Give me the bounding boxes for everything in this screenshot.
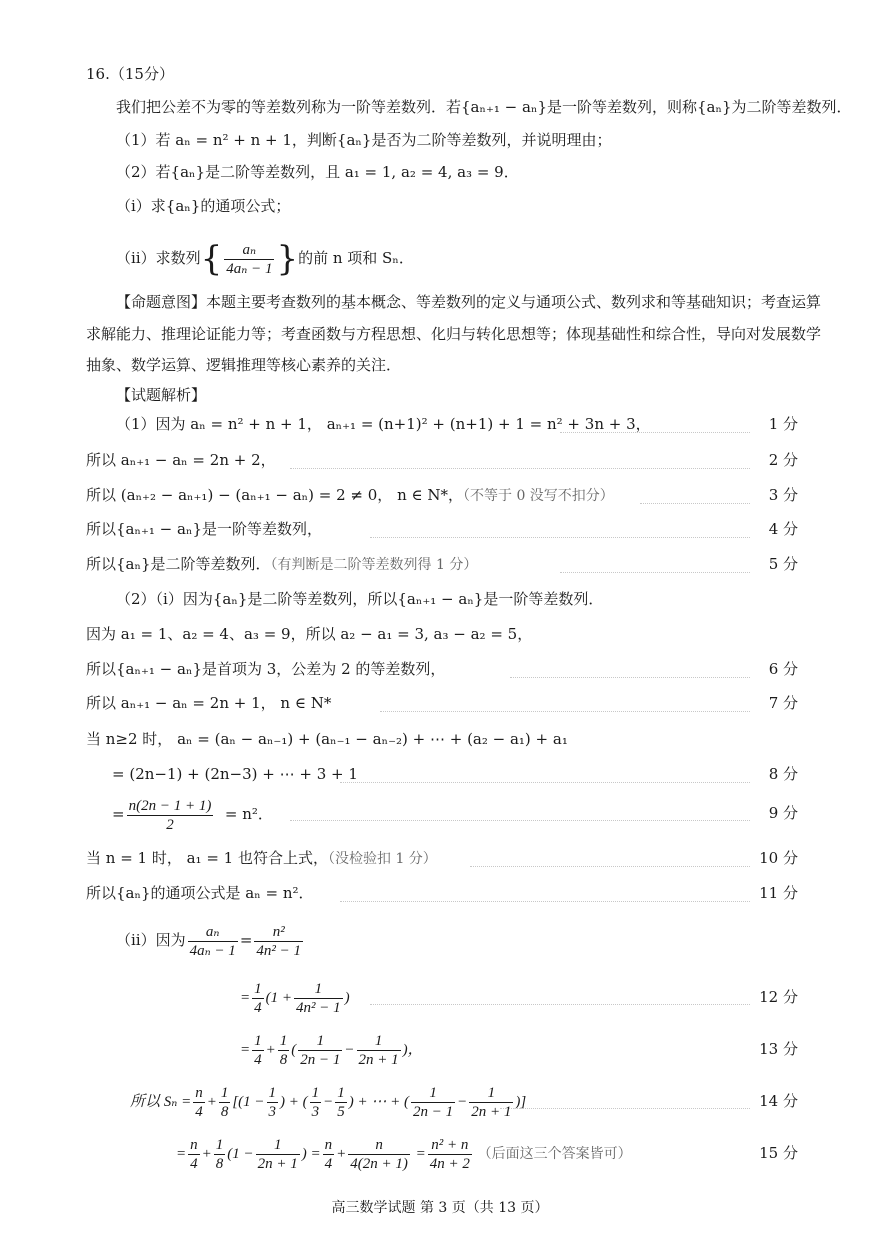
analysis-heading: 【试题解析】	[116, 386, 207, 404]
numerator: 1	[314, 981, 323, 998]
plus-sign: +	[206, 1094, 217, 1110]
leader-dots	[640, 503, 750, 504]
minus-sign: −	[344, 1042, 355, 1058]
question-2-ii	[116, 238, 414, 279]
denominator: 2n − 1	[413, 1104, 454, 1121]
fraction	[469, 1084, 513, 1121]
fraction	[294, 980, 343, 1017]
denominator: 4n + 2	[429, 1156, 470, 1173]
paren-join: ) + (	[280, 1094, 308, 1110]
step-12	[112, 794, 273, 834]
denominator: 3	[268, 1104, 277, 1121]
denominator: 3	[311, 1104, 320, 1121]
step-13	[86, 848, 437, 869]
leader-dots	[370, 1004, 750, 1005]
score-9: 9 分	[768, 804, 798, 822]
step-2: 所以 aₙ₊₁ − aₙ = 2n + 2，	[86, 451, 276, 469]
fraction	[310, 1084, 322, 1121]
question-2: （2）若{aₙ}是二阶等差数列，且 a₁ = 1, a₂ = 4, a₃ = 9．	[116, 163, 519, 181]
numerator: n²	[272, 923, 285, 940]
step-3-text: 所以 (aₙ₊₂ − aₙ₊₁) − (aₙ₊₁ − aₙ) = 2 ≠ 0， n ∈ N*，	[86, 486, 463, 504]
denominator: 4n² − 1	[296, 1000, 341, 1017]
fraction	[335, 1084, 347, 1121]
numerator: 1	[429, 1085, 437, 1102]
leader-dots	[470, 866, 750, 867]
score-6: 6 分	[768, 660, 798, 678]
plus-sign: +	[201, 1146, 212, 1162]
score-4: 4 分	[768, 520, 798, 538]
denominator: 5	[337, 1104, 345, 1121]
step-15	[116, 920, 305, 960]
score-2: 2 分	[768, 451, 798, 469]
denominator: 8	[215, 1156, 224, 1173]
page-footer: 高三数学试题 第 3 页（共 13 页）	[331, 1200, 549, 1216]
denominator: 8	[279, 1052, 288, 1069]
equals-sign: =	[239, 931, 253, 949]
numerator: aₙ	[205, 923, 220, 940]
paren-open: (1 +	[265, 990, 292, 1006]
score-14: 14 分	[759, 1092, 798, 1110]
q2ii-fraction	[224, 241, 274, 278]
numerator: n	[195, 1085, 203, 1102]
left-brace: {	[200, 239, 223, 279]
step-1: （1）因为 aₙ = n² + n + 1， aₙ₊₁ = (n+1)² + (n+1) + 1 = n² + 3n + 3，	[116, 415, 651, 433]
denominator: 4	[324, 1156, 333, 1173]
step-4: 所以{aₙ₊₁ − aₙ}是一阶等差数列，	[86, 520, 322, 538]
paren-open: (	[291, 1042, 297, 1058]
numerator: n	[190, 1137, 198, 1154]
numerator: 1	[316, 1033, 325, 1050]
equals-sign: =	[240, 990, 251, 1006]
fraction	[278, 1032, 290, 1069]
denominator: 4(2n + 1)	[350, 1156, 408, 1173]
numerator: 1	[487, 1085, 496, 1102]
q2ii-numerator: aₙ	[242, 241, 257, 258]
score-11: 11 分	[759, 884, 798, 902]
equals-sign: =	[415, 1146, 426, 1162]
leader-dots	[340, 782, 750, 783]
step-9: 所以 aₙ₊₁ − aₙ = 2n + 1， n ∈ N*	[86, 694, 332, 712]
denominator: 4	[254, 1000, 262, 1017]
plus-sign: +	[336, 1146, 347, 1162]
question-1: （1）若 aₙ = n² + n + 1，判断{aₙ}是否为二阶等差数列，并说明理由；	[116, 131, 612, 149]
step-11: = (2n−1) + (2n−3) + ⋯ + 3 + 1	[112, 765, 358, 783]
intent-line-1: 【命题意图】本题主要考查数列的基本概念、等差数列的定义与通项公式、数列求和等基础知识；考查运算	[116, 293, 822, 311]
step-3	[86, 485, 614, 506]
bracket-close: )]	[515, 1094, 527, 1110]
minus-sign: −	[323, 1094, 334, 1110]
step-6: （2）（ⅰ）因为{aₙ}是二阶等差数列，所以{aₙ₊₁ − aₙ}是一阶等差数列．	[116, 590, 604, 608]
step-10: 当 n≥2 时， aₙ = (aₙ − aₙ₋₁) + (aₙ₋₁ − aₙ₋₂) + ⋯ + (a₂ − a₁) + a₁	[86, 730, 568, 748]
fraction	[256, 1136, 300, 1173]
leader-dots	[380, 711, 750, 712]
q2ii-suffix: 的前 n 项和 Sₙ．	[298, 249, 414, 267]
denominator: 4	[195, 1104, 203, 1121]
denominator: 4n² − 1	[256, 942, 302, 959]
step-18	[130, 1082, 526, 1122]
ellipsis-join: ) + ⋯ + (	[348, 1094, 410, 1110]
numerator: n² + n	[431, 1137, 469, 1154]
step-7: 因为 a₁ = 1、a₂ = 4、a₃ = 9，所以 a₂ − a₁ = 3, a₃ − a₂ = 5，	[86, 625, 533, 643]
q2ii-prefix: （ⅱ）求数列	[116, 249, 201, 267]
paren-close: )，	[402, 1042, 423, 1058]
step-12-denominator: 2	[127, 815, 214, 834]
leader-dots	[370, 537, 750, 538]
denominator: 2n + 1	[257, 1156, 298, 1173]
leader-dots	[290, 820, 750, 821]
numerator: n	[324, 1137, 333, 1154]
score-1: 1 分	[768, 415, 798, 433]
step-15-fraction-2	[254, 923, 303, 960]
intent-line-3: 抽象、数学运算、逻辑推理等核心素养的关注．	[86, 356, 402, 374]
bracket-open: [(1 −	[232, 1094, 265, 1110]
numerator: n	[375, 1137, 383, 1154]
equals-sign: =	[240, 1042, 251, 1058]
numerator: 1	[268, 1085, 277, 1102]
score-15: 15 分	[759, 1144, 798, 1162]
fraction	[428, 1136, 472, 1173]
score-10: 10 分	[759, 849, 798, 867]
minus-sign: −	[457, 1094, 468, 1110]
right-brace: }	[276, 239, 299, 279]
fraction	[214, 1136, 226, 1173]
score-7: 7 分	[768, 694, 798, 712]
step-19-note: （后面这三个答案皆可）	[477, 1147, 632, 1162]
step-5-note: （有判断是二阶等差数列得 1 分）	[270, 557, 478, 573]
step-12-fraction	[127, 797, 214, 834]
q2ii-denominator: 4aₙ − 1	[226, 260, 273, 277]
step-15-prefix: （ⅱ）因为	[116, 931, 186, 949]
fraction	[357, 1032, 401, 1069]
numerator: 1	[273, 1137, 282, 1154]
numerator: 1	[220, 1085, 229, 1102]
step-5	[86, 554, 477, 575]
leader-dots	[560, 572, 750, 573]
step-12-eq: =	[112, 805, 125, 823]
denominator: 2n − 1	[300, 1052, 341, 1069]
numerator: 1	[337, 1085, 345, 1102]
step-13-note: （没检验扣 1 分）	[328, 851, 437, 867]
step-14: 所以{aₙ}的通项公式是 aₙ = n²．	[86, 884, 314, 902]
paren-close-equals: ) =	[301, 1146, 321, 1162]
denominator: 4	[190, 1156, 198, 1173]
score-5: 5 分	[768, 555, 798, 573]
fraction	[298, 1032, 342, 1069]
question-2-i: （ⅰ）求{aₙ}的通项公式；	[116, 197, 291, 215]
numerator: 1	[374, 1033, 383, 1050]
numerator: 1	[254, 1033, 262, 1050]
score-13: 13 分	[759, 1040, 798, 1058]
problem-intro: 我们把公差不为零的等差数列称为一阶等差数列．若{aₙ₊₁ − aₙ}是一阶等差数列，则称{aₙ}为二阶等差数列．	[116, 98, 852, 116]
numerator: 1	[279, 1033, 288, 1050]
fraction	[252, 1032, 264, 1069]
denominator: 4	[254, 1052, 262, 1069]
problem-number: 16.（15分）	[86, 65, 174, 83]
fraction	[193, 1084, 205, 1121]
plus-sign: +	[265, 1042, 276, 1058]
step-12-result: = n²．	[224, 805, 273, 823]
step-19	[176, 1134, 632, 1175]
step-15-fraction-1	[188, 923, 238, 960]
numerator: 1	[311, 1085, 320, 1102]
leader-dots	[560, 432, 750, 433]
step-3-note: （不等于 0 没写不扣分）	[463, 488, 614, 504]
score-12: 12 分	[759, 988, 798, 1006]
fraction	[267, 1084, 279, 1121]
fraction	[252, 980, 264, 1017]
leader-dots	[500, 1108, 750, 1109]
score-8: 8 分	[768, 765, 798, 783]
equals-sign: =	[176, 1146, 187, 1162]
fraction	[188, 1136, 200, 1173]
fraction	[219, 1084, 231, 1121]
step-13-text: 当 n = 1 时， a₁ = 1 也符合上式，	[86, 849, 328, 867]
sum-label: 所以 Sₙ =	[130, 1094, 192, 1110]
denominator: 8	[220, 1104, 229, 1121]
fraction	[348, 1136, 410, 1173]
numerator: 1	[254, 981, 262, 998]
step-8: 所以{aₙ₊₁ − aₙ}是首项为 3，公差为 2 的等差数列，	[86, 660, 446, 678]
denominator: 2n + 1	[471, 1104, 512, 1121]
denominator: 2n + 1	[358, 1052, 399, 1069]
step-16	[240, 978, 350, 1018]
intent-line-2: 求解能力、推理论证能力等；考查函数与方程思想、化归与转化思想等；体现基础性和综合性，导向对发展数学	[86, 325, 822, 343]
step-5-text: 所以{aₙ}是二阶等差数列．	[86, 555, 271, 573]
leader-dots	[510, 677, 750, 678]
fraction	[323, 1136, 335, 1173]
numerator: 1	[215, 1137, 224, 1154]
step-12-numerator: n(2n − 1 + 1)	[128, 797, 212, 814]
leader-dots	[340, 901, 750, 902]
fraction	[411, 1084, 455, 1121]
paren-close: )	[344, 990, 350, 1006]
paren-open: (1 −	[227, 1146, 254, 1162]
denominator: 4aₙ − 1	[189, 942, 236, 959]
score-3: 3 分	[768, 486, 798, 504]
step-17	[240, 1030, 423, 1070]
leader-dots	[290, 468, 750, 469]
